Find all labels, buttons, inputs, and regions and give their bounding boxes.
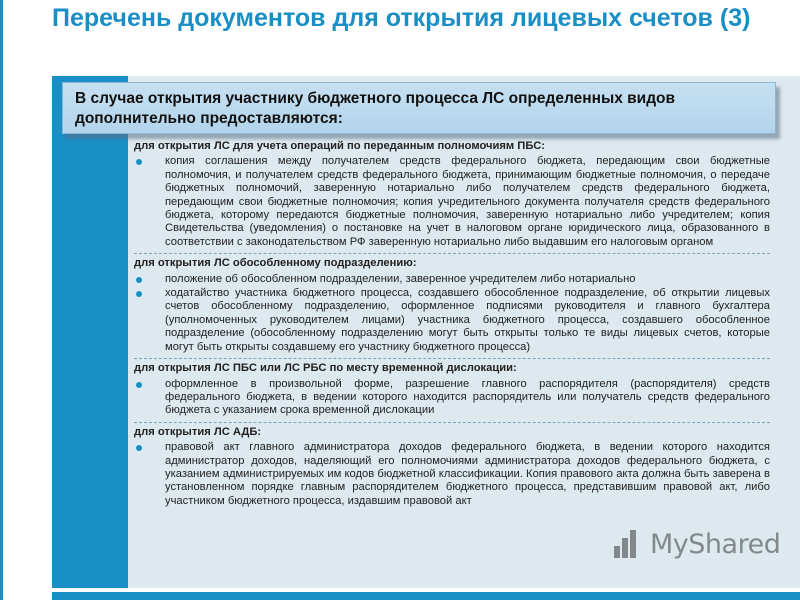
list-item [134, 273, 770, 286]
intro-callout: В случае открытия участнику бюджетного процесса ЛС определенных видов дополнительно предоставляются: [62, 82, 776, 134]
list-item [134, 441, 770, 508]
section-heading: для открытия ЛС ПБС или ЛС РБС по месту временной дислокации: [134, 362, 517, 375]
bullet-icon [136, 291, 142, 297]
section-heading: для открытия ЛС для учета операций по переданным полномочиям ПБС: [134, 140, 546, 152]
list-item-text: правовой акт главного администратора доходов федерального бюджета, в ведении которого находится администратор доходов, наделяющий его полномочиями администратора доходов федерального бюджета, с указанием администрируемых им кодов бюджетной классификации. Копия правового акта должна быть заверена в установленном порядке главным распорядителем бюджетного процесса, представившим правовой акт, либо участником бюджетного процесса, издавшим правовой акт [165, 441, 770, 507]
bullet-icon [136, 277, 142, 283]
side-accent-bar [52, 76, 128, 588]
document-list [134, 137, 770, 512]
list-section [134, 359, 770, 423]
bottom-accent-rule [52, 592, 800, 600]
list-item-text: ходатайство участника бюджетного процесса, создавшего обособленное подразделение, об открытии лицевых счетов обособленному подразделению, оформленное подписями руководителя и главного бухгалтера (уполномоченных руководителем лицами) участника бюджетного процесса, создавшего обособленное подразделение (обособленному подразделению могут быть открыты только те виды лицевых счетов, которые могут быть открыты создавшему его участнику бюджетного процесса) [165, 287, 770, 353]
page-title: Перечень документов для открытия лицевых счетов (3) [52, 4, 751, 32]
left-accent-rule [0, 0, 3, 600]
section-heading: для открытия ЛС АДБ: [134, 425, 262, 438]
list-item-text: оформленное в произвольной форме, разрешение главного распорядителя (распорядителя) средств федерального бюджета, в ведении которого находится распорядитель или получатель средств федерального бюджета с указанием срока временной дислокации [165, 377, 770, 417]
watermark [612, 528, 780, 560]
list-section [134, 254, 770, 359]
list-section [134, 423, 770, 512]
list-item [134, 287, 770, 354]
watermark-text: MyShared [650, 528, 781, 560]
bullet-icon [136, 382, 142, 388]
list-item-text: копия соглашения между получателем средств федерального бюджета, передающим свои бюджетные полномочия, и получателем средств федерального бюджета, принимающим бюджетные полномочия, о передаче бюджетных полномочий, заверенную нотариально либо получателем средств федерального бюджета, передающим свои бюджетные полномочия; копия учредительного документа получателя средств федерального бюджета, которому передаются бюджетные полномочия, заверенную нотариально либо учредителем; копия Свидетельства (уведомления) о постановке на учет в налоговом органе юридического лица, образованного в соответствии с законодательством РФ заверенную нотариально либо выдавшим его налоговым органом [165, 155, 770, 248]
bullet-icon [136, 445, 142, 451]
section-heading: для открытия ЛС обособленному подразделению: [134, 257, 417, 270]
list-item [134, 155, 770, 249]
bullet-icon [136, 159, 142, 165]
bar-chart-icon [612, 528, 644, 560]
list-section [134, 137, 770, 254]
list-item-text: положение об обособленном подразделении, заверенное учредителем либо нотариально [165, 272, 636, 285]
list-item [134, 378, 770, 418]
